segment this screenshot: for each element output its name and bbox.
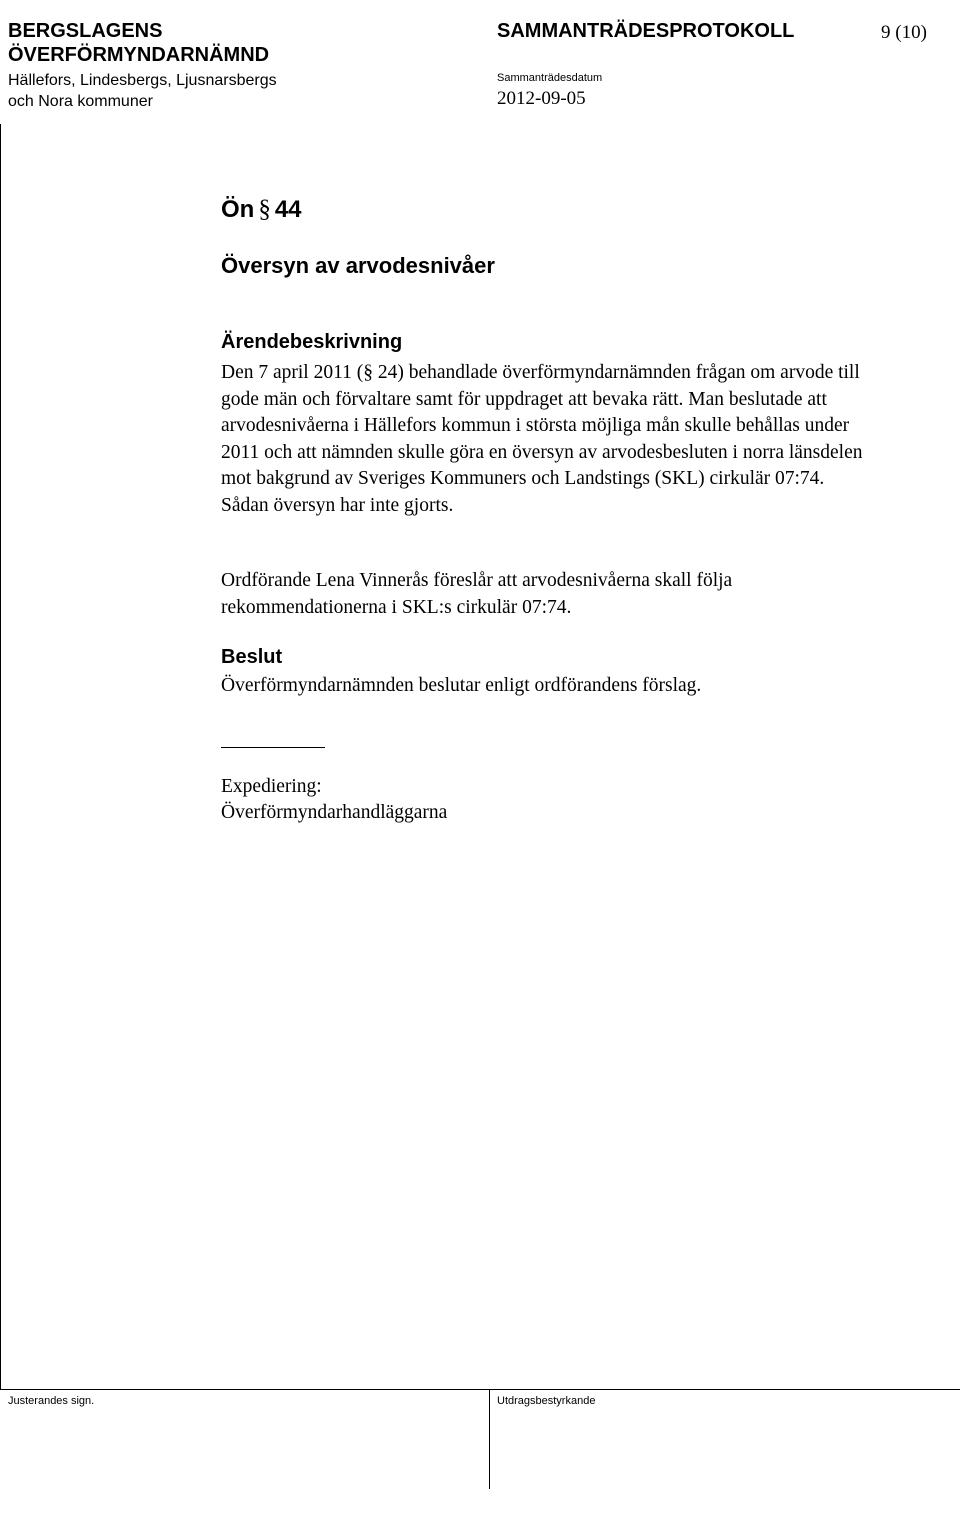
section-number: 44 [274, 196, 302, 223]
dispatch-recipient: Överförmyndarhandläggarna [221, 802, 448, 823]
section-heading [221, 196, 302, 224]
org-name-line2: ÖVERFÖRMYNDARNÄMND [8, 44, 270, 66]
page-frame-bottom [0, 1389, 960, 1390]
description-paragraph-1: Den 7 april 2011 (§ 24) behandlade överförmyndarnämnden frågan om arvode till gode män och förvaltare samt för uppdraget att bevaka rätt. Man beslutade att arvodesnivåerna i Hällefors kommun i största möjliga mån skulle behållas under 2011 och att nämnden skulle göra en översyn av arvodesbesluten i norra länsdelen mot bakgrund av Sveriges Kommuners och Landstings (SKL) cirkulär 07:74. Sådan översyn har inte gjorts. [221, 362, 863, 516]
municipalities-line1: Hällefors, Lindesbergs, Ljusnarsbergs [8, 72, 277, 89]
dispatch-label: Expediering: [221, 776, 322, 797]
org-name-line1: BERGSLAGENS [8, 20, 163, 42]
decision-text: Överförmyndarnämnden beslutar enligt ordförandens förslag. [221, 675, 702, 696]
section-title: Översyn av arvodesnivåer [221, 253, 495, 278]
footer-signature-label: Justerandes sign. [8, 1395, 95, 1407]
meeting-date: 2012-09-05 [497, 88, 586, 109]
description-heading: Ärendebeskrivning [221, 331, 403, 353]
footer-certification-label: Utdragsbestyrkande [497, 1395, 596, 1407]
section-symbol: § [258, 196, 271, 223]
page-frame-left [0, 124, 1, 1389]
document-type: SAMMANTRÄDESPROTOKOLL [497, 20, 795, 42]
footer-divider [489, 1389, 490, 1489]
date-label: Sammanträdesdatum [497, 72, 603, 84]
description-paragraph-2: Ordförande Lena Vinnerås föreslår att arvodesnivåerna skall följa rekommendationerna i SKL:s cirkulär 07:74. [221, 570, 733, 618]
page-number: 9 (10) [881, 22, 927, 43]
municipalities-line2: och Nora kommuner [8, 93, 153, 110]
separator-rule [221, 747, 325, 748]
decision-heading: Beslut [221, 646, 283, 668]
section-prefix: Ön [221, 196, 255, 223]
